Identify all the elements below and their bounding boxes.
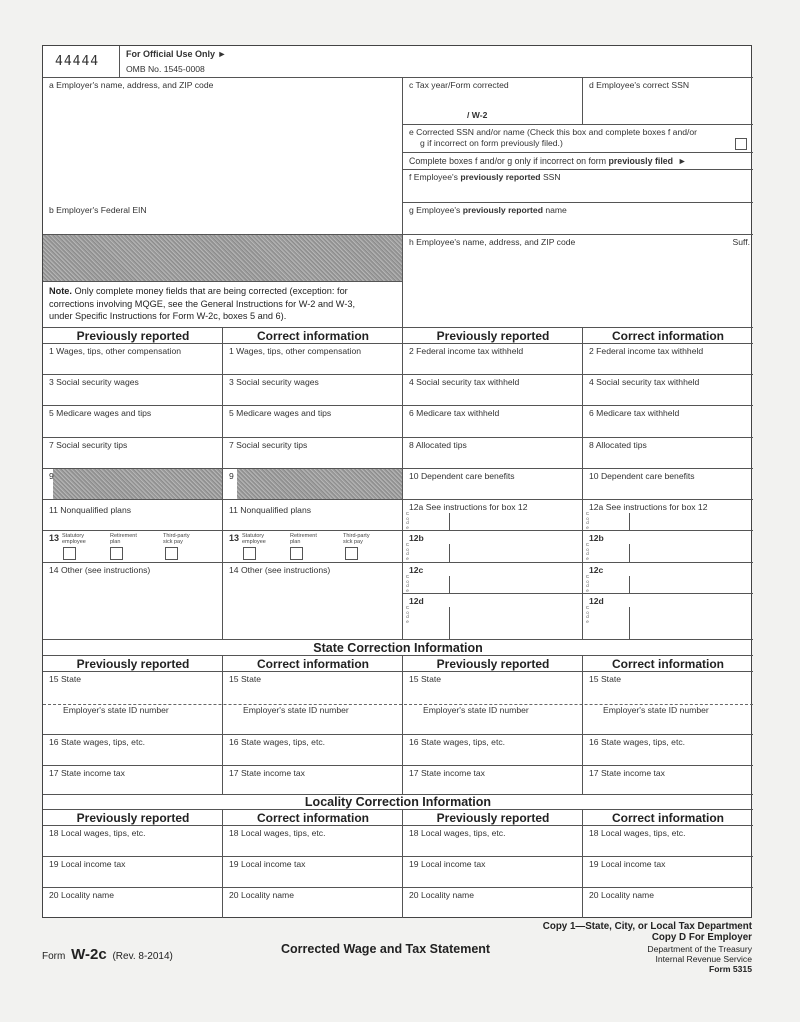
box-17-correct-label: 17 State income tax	[229, 768, 305, 778]
box-6-correct-label: 6 Medicare tax withheld	[589, 408, 680, 418]
box-20-prev-label: 20 Locality name	[49, 890, 114, 900]
locality-header-correct-2	[583, 810, 753, 826]
box-2-correct[interactable]	[583, 344, 753, 375]
complete-fg-note	[403, 153, 753, 170]
box-10-correct[interactable]	[583, 469, 753, 500]
arrow-right-icon: ►	[677, 156, 687, 166]
box-20-correct[interactable]	[223, 888, 403, 918]
box-8-correct[interactable]	[583, 438, 753, 469]
box-17-prev-2[interactable]	[403, 766, 583, 795]
box-20-prev-2-label: 20 Locality name	[409, 890, 474, 900]
box-6-prev[interactable]	[403, 406, 583, 438]
box-g-suffix: name	[542, 205, 567, 215]
form-code-box	[43, 46, 120, 78]
locality-header-prev-1-text: Previously reported	[76, 811, 190, 825]
box-12b-correct-code-label: C o d e	[585, 542, 590, 561]
box-e-checkbox[interactable]	[735, 138, 747, 150]
box-c-tax-year[interactable]	[403, 78, 583, 125]
box-e-label-line2: g if incorrect on form previously filed.)	[420, 138, 563, 148]
box-13-correct-statutory-checkbox[interactable]	[243, 547, 256, 560]
box-d-correct-ssn[interactable]	[583, 78, 753, 125]
footer-statement-title: Corrected Wage and Tax Statement	[281, 942, 491, 956]
box-9-prev-label: 9	[49, 471, 54, 481]
box-11-correct-label: 11 Nonqualified plans	[229, 505, 312, 515]
box-4-correct-label: 4 Social security tax withheld	[589, 377, 700, 387]
box-13-prev-retirement-label: Retirement plan	[110, 533, 137, 545]
box-12b-prev-code-label: C o d e	[405, 542, 410, 561]
box-16-correct-2[interactable]	[583, 735, 753, 766]
box-7-prev[interactable]	[43, 438, 223, 469]
box-15-correct-state-id: Employer's state ID number	[243, 705, 349, 715]
box-13-correct-retirement-label: Retirement plan	[290, 533, 317, 545]
form-code: 44444	[55, 54, 100, 69]
box-5-correct-label: 5 Medicare wages and tips	[229, 408, 332, 418]
box-14-correct-label: 14 Other (see instructions)	[229, 565, 331, 575]
box-14-prev-label: 14 Other (see instructions)	[49, 565, 151, 575]
box-5-prev-label: 5 Medicare wages and tips	[49, 408, 152, 418]
box-b-label: b Employer's Federal EIN	[49, 205, 147, 215]
box-4-prev-label: 4 Social security tax withheld	[409, 377, 520, 387]
box-d-label: d Employee's correct SSN	[589, 80, 690, 90]
box-13-prev	[43, 531, 223, 563]
box-12d-prev-code-label: C o d e	[405, 605, 410, 624]
box-15-correct-label: 15 State	[229, 674, 262, 684]
box-15-prev-2-label: 15 State	[409, 674, 442, 684]
box-5-prev[interactable]	[43, 406, 223, 438]
box-9-prev	[43, 469, 223, 500]
box-20-correct-2[interactable]	[583, 888, 753, 918]
box-e-corrected-ssn	[403, 125, 753, 153]
box-12a-correct-divider	[629, 513, 630, 531]
footer-dept: Department of the Treasury	[647, 944, 752, 954]
box-19-correct-2[interactable]	[583, 857, 753, 888]
box-13-prev-statutory-label: Statutory employee	[62, 533, 86, 545]
box-c-value: / W-2	[467, 110, 488, 120]
header-correct-2-text: Correct information	[611, 329, 724, 343]
header-prev-1-text: Previously reported	[76, 329, 190, 343]
complete-fg-bold: previously filed	[608, 156, 674, 166]
state-header-correct-2	[583, 656, 753, 672]
box-g-bold: previously reported	[462, 205, 543, 215]
box-17-prev-label: 17 State income tax	[49, 768, 125, 778]
box-10-prev-label: 10 Dependent care benefits	[409, 471, 515, 481]
state-header-prev-2-text: Previously reported	[436, 657, 550, 671]
box-12b-prev-divider	[449, 544, 450, 563]
state-section-title	[43, 640, 753, 656]
footer-form-word: Form	[42, 951, 66, 962]
box-f-bold: previously reported	[460, 172, 541, 182]
box-12c-correct-code-label: C o d e	[585, 574, 590, 593]
box-16-correct-2-label: 16 State wages, tips, etc.	[589, 737, 686, 747]
box-13-correct-thirdparty-checkbox[interactable]	[345, 547, 358, 560]
note-line3: under Specific Instructions for Form W-2c, boxes 5 and 6).	[49, 311, 287, 321]
state-section-title-text: State Correction Information	[313, 641, 483, 655]
box-12b-prev[interactable]	[403, 531, 583, 563]
box-20-correct-2-label: 20 Locality name	[589, 890, 654, 900]
box-4-prev[interactable]	[403, 375, 583, 406]
state-header-correct-1	[223, 656, 403, 672]
box-6-correct[interactable]	[583, 406, 753, 438]
box-12a-prev-divider	[449, 513, 450, 531]
box-12b-correct-label: 12b	[589, 533, 604, 543]
box-18-correct-label: 18 Local wages, tips, etc.	[229, 828, 326, 838]
state-header-correct-2-text: Correct information	[611, 657, 724, 671]
header-correct-1-text: Correct information	[256, 329, 369, 343]
locality-header-correct-1-text: Correct information	[256, 811, 369, 825]
box-11-correct[interactable]	[223, 500, 403, 531]
box-b-employer-ein[interactable]	[43, 203, 403, 235]
footer-copyd: Copy D For Employer	[651, 932, 752, 943]
complete-fg-text: Complete boxes f and/or g only if incorrect on form	[409, 156, 609, 166]
box-12c-prev-code-label: C o d e	[405, 574, 410, 593]
box-3-prev-label: 3 Social security wages	[49, 377, 139, 387]
box-16-prev-2-label: 16 State wages, tips, etc.	[409, 737, 506, 747]
locality-header-prev-1	[43, 810, 223, 826]
box-12a-prev-code-label: C o d e	[405, 511, 410, 530]
box-12a-correct-label: 12a See instructions for box 12	[589, 502, 708, 512]
locality-header-correct-1	[223, 810, 403, 826]
box-13-correct-label: 13	[229, 533, 240, 543]
official-use-label: For Official Use Only ►	[126, 49, 227, 59]
box-13-prev-label: 13	[49, 533, 60, 543]
header-correct-1	[223, 328, 403, 344]
box-13-correct-statutory-label: Statutory employee	[242, 533, 266, 545]
box-10-prev[interactable]	[403, 469, 583, 500]
box-2-prev[interactable]	[403, 344, 583, 375]
box-18-prev[interactable]	[43, 826, 223, 857]
box-1-correct[interactable]	[223, 344, 403, 375]
locality-header-prev-2-text: Previously reported	[436, 811, 550, 825]
shaded-area	[43, 235, 403, 282]
box-5-correct[interactable]	[223, 406, 403, 438]
box-19-prev-2-label: 19 Local income tax	[409, 859, 486, 869]
header-prev-1	[43, 328, 223, 344]
box-1-prev[interactable]	[43, 344, 223, 375]
box-17-prev-2-label: 17 State income tax	[409, 768, 485, 778]
box-16-prev-label: 16 State wages, tips, etc.	[49, 737, 146, 747]
header-prev-2-text: Previously reported	[436, 329, 550, 343]
footer-copy1: Copy 1—State, City, or Local Tax Department	[542, 921, 752, 932]
box-17-correct-2[interactable]	[583, 766, 753, 795]
box-15-prev-state-id: Employer's state ID number	[63, 705, 169, 715]
box-12b-correct-divider	[629, 544, 630, 563]
box-2-correct-label: 2 Federal income tax withheld	[589, 346, 704, 356]
footer-form-name: W-2c	[71, 946, 107, 963]
box-19-prev[interactable]	[43, 857, 223, 888]
state-id-divider	[43, 704, 753, 705]
header-correct-2	[583, 328, 753, 344]
box-20-prev-2[interactable]	[403, 888, 583, 918]
box-12a-prev[interactable]	[403, 500, 583, 531]
box-12d-correct-label: 12d	[589, 596, 604, 606]
state-header-prev-1	[43, 656, 223, 672]
box-18-prev-2[interactable]	[403, 826, 583, 857]
box-f-prev-ssn[interactable]	[403, 170, 753, 203]
box-16-correct-label: 16 State wages, tips, etc.	[229, 737, 326, 747]
box-10-correct-label: 10 Dependent care benefits	[589, 471, 695, 481]
box-12a-correct[interactable]	[583, 500, 753, 531]
box-12d-correct-divider	[629, 607, 630, 640]
footer-form-number: Form 5315	[709, 964, 752, 974]
box-8-prev-label: 8 Allocated tips	[409, 440, 467, 450]
box-9-correct-label: 9	[229, 471, 234, 481]
note-line2: corrections involving MQGE, see the General Instructions for W-2 and W-3,	[49, 298, 356, 309]
box-g-prev-name[interactable]	[403, 203, 753, 235]
box-12d-prev-divider	[449, 607, 450, 640]
box-1-prev-label: 1 Wages, tips, other compensation	[49, 346, 181, 356]
box-12c-correct-divider	[629, 576, 630, 594]
box-12d-prev[interactable]	[403, 594, 583, 640]
header-prev-2	[403, 328, 583, 344]
box-16-prev-2[interactable]	[403, 735, 583, 766]
box-12c-prev[interactable]	[403, 563, 583, 594]
state-header-correct-1-text: Correct information	[256, 657, 369, 671]
box-20-prev[interactable]	[43, 888, 223, 918]
box-19-correct[interactable]	[223, 857, 403, 888]
locality-header-correct-2-text: Correct information	[611, 811, 724, 825]
box-13-prev-thirdparty-checkbox[interactable]	[165, 547, 178, 560]
box-8-correct-label: 8 Allocated tips	[589, 440, 647, 450]
state-header-prev-2	[403, 656, 583, 672]
box-9-correct-shade	[237, 469, 403, 500]
box-g-text: g Employee's	[409, 205, 463, 215]
box-9-correct	[223, 469, 403, 500]
state-header-prev-1-text: Previously reported	[76, 657, 190, 671]
box-19-prev-label: 19 Local income tax	[49, 859, 126, 869]
box-12b-correct[interactable]	[583, 531, 753, 563]
box-h-suff: Suff.	[732, 237, 750, 247]
box-11-prev-label: 11 Nonqualified plans	[49, 505, 132, 515]
box-12c-correct[interactable]	[583, 563, 753, 594]
box-13-correct-retirement-checkbox[interactable]	[290, 547, 303, 560]
box-12d-correct[interactable]	[583, 594, 753, 640]
box-12a-prev-label: 12a See instructions for box 12	[409, 502, 528, 512]
note-box	[43, 282, 403, 328]
box-16-correct[interactable]	[223, 735, 403, 766]
note-line1: Only complete money fields that are being corrected (exception: for	[71, 286, 348, 296]
box-2-prev-label: 2 Federal income tax withheld	[409, 346, 524, 356]
box-f-suffix: SSN	[540, 172, 561, 182]
footer-rev: (Rev. 8-2014)	[112, 951, 173, 962]
box-15-correct-2-state-id: Employer's state ID number	[603, 705, 709, 715]
box-9-prev-shade	[53, 469, 223, 500]
box-16-prev[interactable]	[43, 735, 223, 766]
box-15-correct-2-label: 15 State	[589, 674, 622, 684]
box-3-prev[interactable]	[43, 375, 223, 406]
box-12c-prev-divider	[449, 576, 450, 594]
box-4-correct[interactable]	[583, 375, 753, 406]
box-8-prev[interactable]	[403, 438, 583, 469]
footer-form-id	[42, 946, 173, 963]
box-12c-prev-label: 12c	[409, 565, 424, 575]
box-12c-correct-label: 12c	[589, 565, 604, 575]
w2c-form	[42, 45, 752, 918]
box-12d-correct-code-label: C o d e	[585, 605, 590, 624]
box-14-prev[interactable]	[43, 563, 223, 640]
box-14-correct[interactable]	[223, 563, 403, 640]
footer-irs: Internal Revenue Service	[655, 954, 752, 964]
box-18-correct-2-label: 18 Local wages, tips, etc.	[589, 828, 686, 838]
box-18-correct[interactable]	[223, 826, 403, 857]
note-bold: Note.	[49, 286, 72, 296]
box-20-correct-label: 20 Locality name	[229, 890, 294, 900]
box-h-employee-address[interactable]	[403, 235, 753, 328]
box-1-correct-label: 1 Wages, tips, other compensation	[229, 346, 361, 356]
locality-header-prev-2	[403, 810, 583, 826]
box-c-label: c Tax year/Form corrected	[409, 80, 509, 90]
omb-number: OMB No. 1545-0008	[126, 64, 205, 74]
box-a-label: a Employer's name, address, and ZIP code	[49, 80, 214, 90]
box-17-correct[interactable]	[223, 766, 403, 795]
box-13-correct-thirdparty-label: Third-party sick pay	[343, 533, 370, 545]
box-12b-prev-label: 12b	[409, 533, 424, 543]
box-13-prev-thirdparty-label: Third-party sick pay	[163, 533, 190, 545]
locality-section-title	[43, 795, 753, 810]
box-18-correct-2[interactable]	[583, 826, 753, 857]
box-11-prev[interactable]	[43, 500, 223, 531]
box-12a-correct-code-label: C o d e	[585, 511, 590, 530]
box-3-correct-label: 3 Social security wages	[229, 377, 319, 387]
box-18-prev-2-label: 18 Local wages, tips, etc.	[409, 828, 506, 838]
box-17-correct-2-label: 17 State income tax	[589, 768, 665, 778]
box-e-label-line1: e Corrected SSN and/or name (Check this box and complete boxes f and/or	[409, 127, 698, 137]
box-13-prev-retirement-checkbox[interactable]	[110, 547, 123, 560]
box-7-prev-label: 7 Social security tips	[49, 440, 128, 450]
box-15-prev-label: 15 State	[49, 674, 82, 684]
official-use-box	[120, 46, 753, 78]
box-19-prev-2[interactable]	[403, 857, 583, 888]
box-19-correct-2-label: 19 Local income tax	[589, 859, 666, 869]
box-18-prev-label: 18 Local wages, tips, etc.	[49, 828, 146, 838]
box-15-prev-2-state-id: Employer's state ID number	[423, 705, 529, 715]
box-17-prev[interactable]	[43, 766, 223, 795]
box-7-correct[interactable]	[223, 438, 403, 469]
locality-section-title-text: Locality Correction Information	[304, 795, 492, 809]
box-13-prev-statutory-checkbox[interactable]	[63, 547, 76, 560]
box-19-correct-label: 19 Local income tax	[229, 859, 306, 869]
box-3-correct[interactable]	[223, 375, 403, 406]
box-12d-prev-label: 12d	[409, 596, 424, 606]
box-7-correct-label: 7 Social security tips	[229, 440, 308, 450]
box-13-correct	[223, 531, 403, 563]
box-6-prev-label: 6 Medicare tax withheld	[409, 408, 500, 418]
box-h-label: h Employee's name, address, and ZIP code	[409, 237, 576, 247]
box-f-text: f Employee's	[409, 172, 461, 182]
